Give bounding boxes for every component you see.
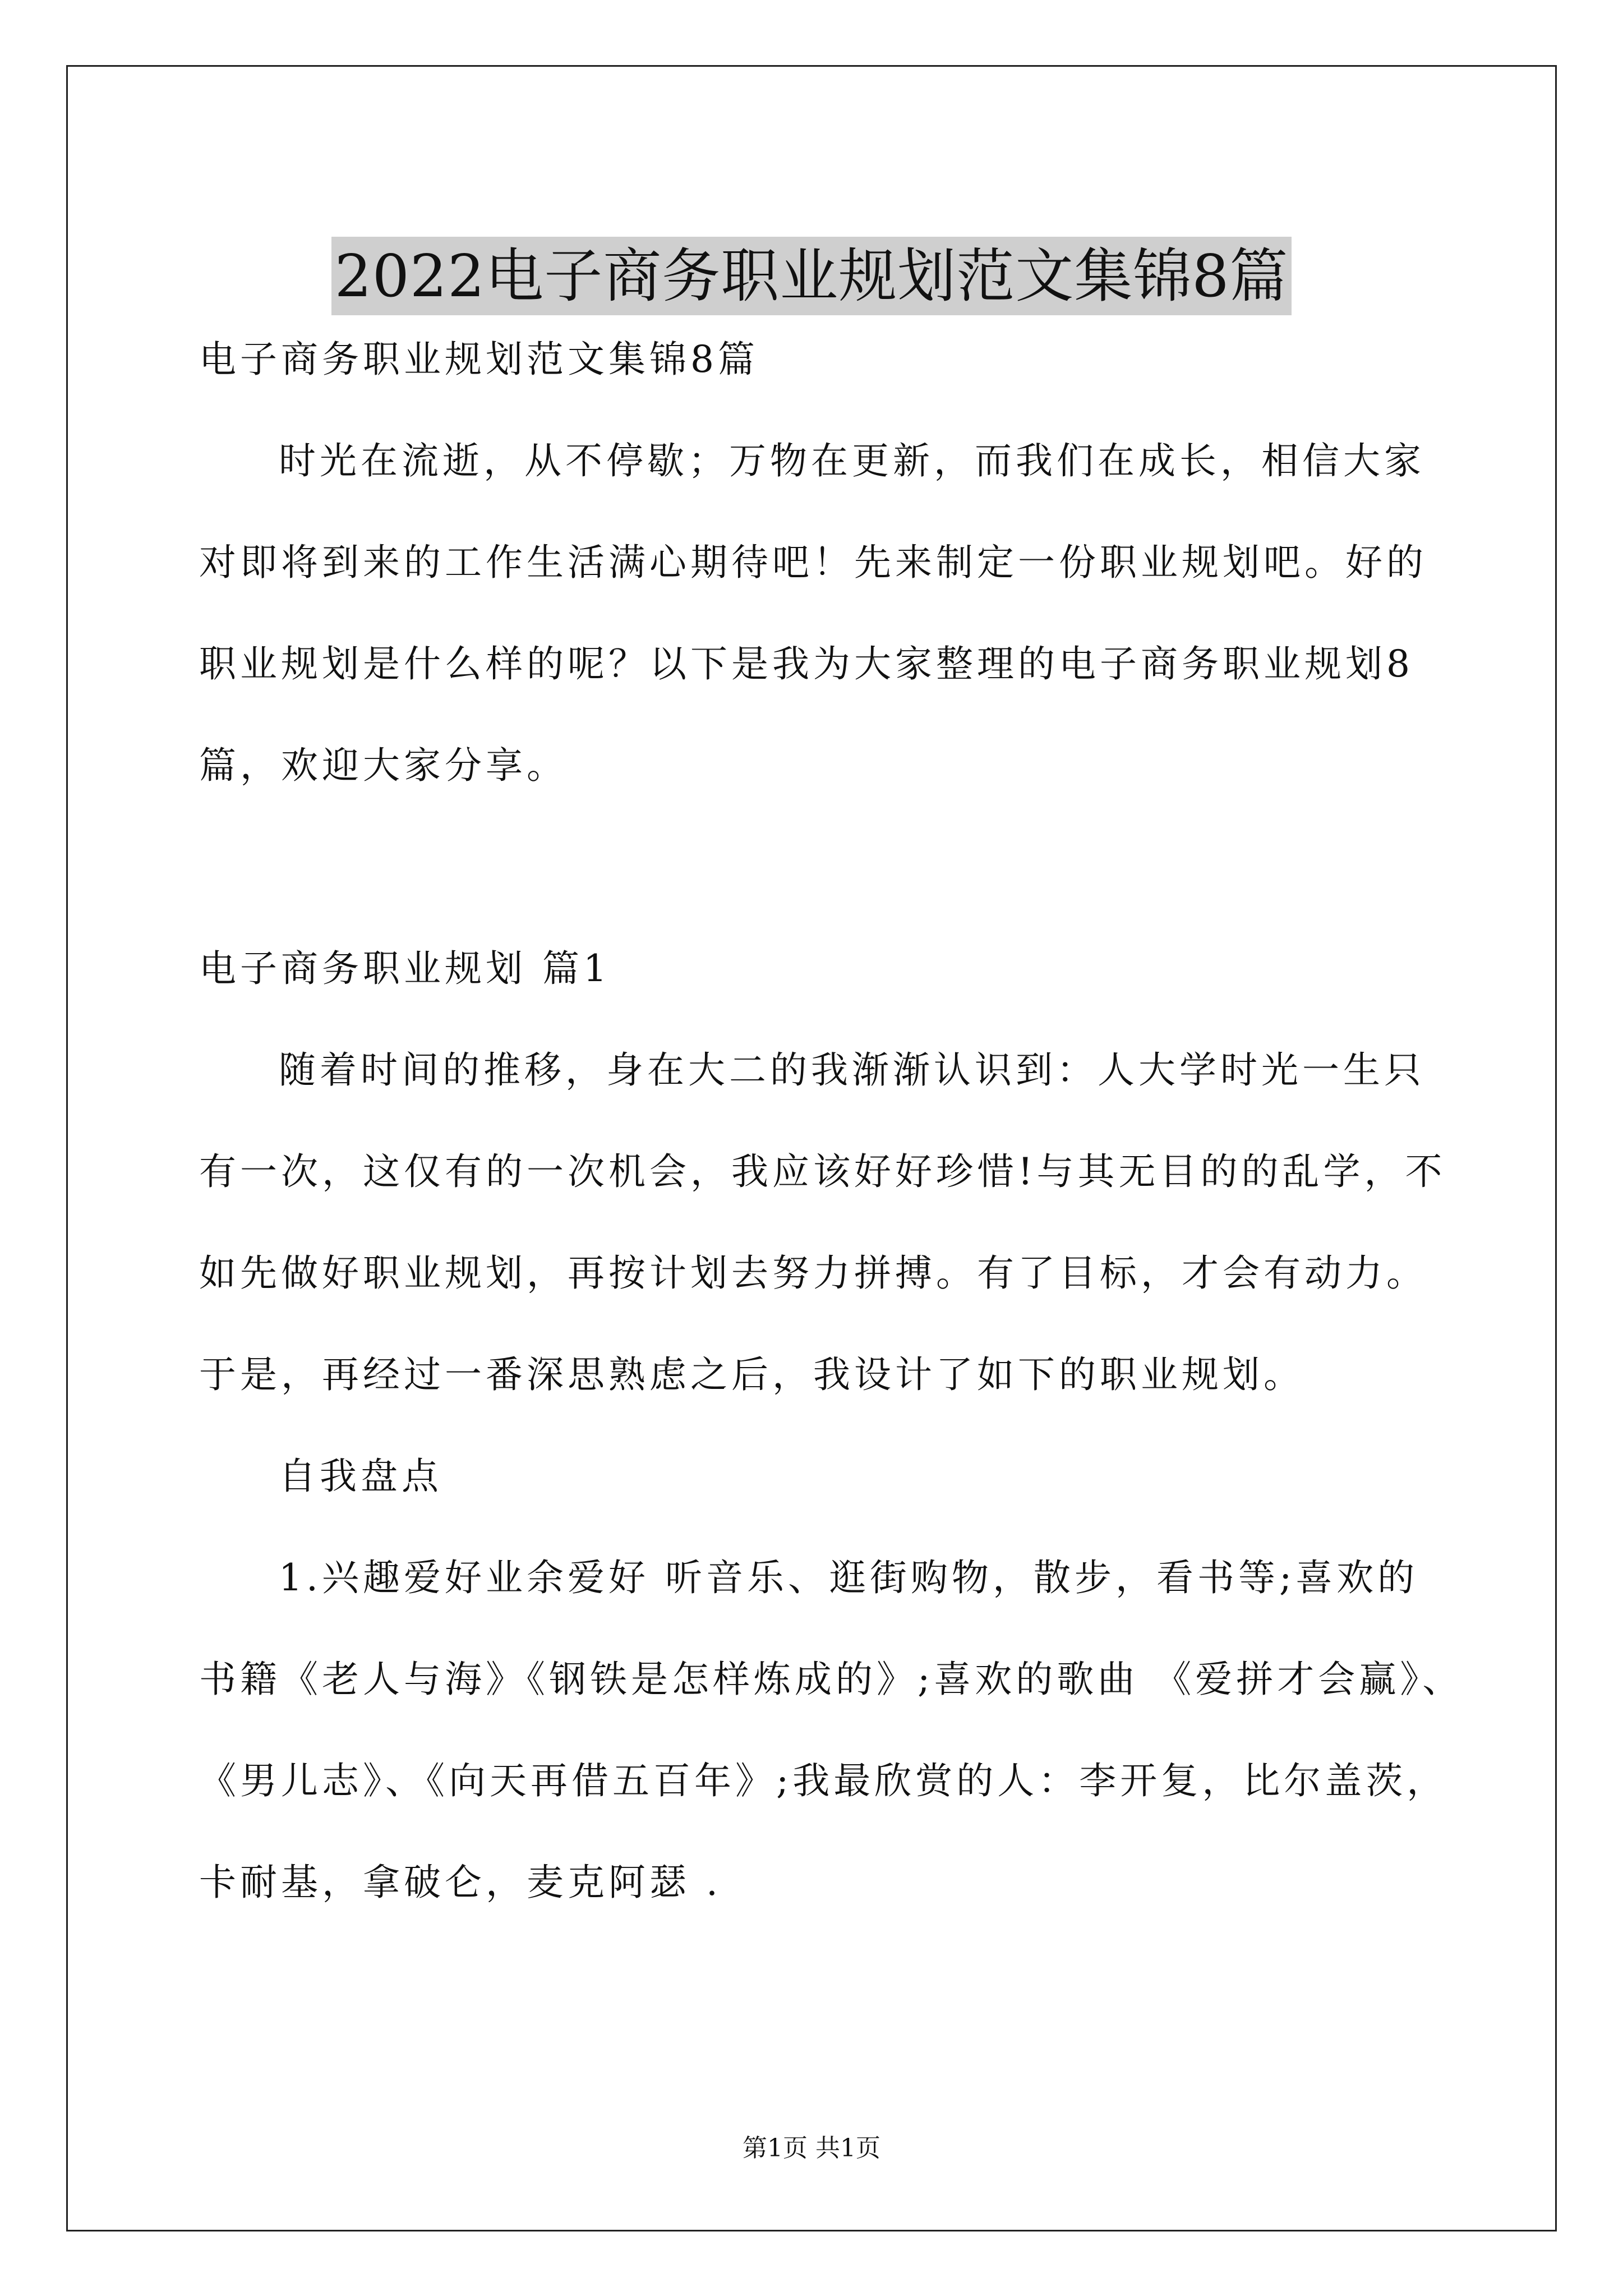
intro-line-1: 时光在流逝，从不停歇；万物在更新，而我们在成长，相信大家 [279, 439, 1425, 482]
intro-line-3: 职业规划是什么样的呢？以下是我为大家整理的电子商务职业规划8 [199, 642, 1414, 685]
section1-line-3: 如先做好职业规划，再按计划去努力拼搏。有了目标，才会有动力。 [199, 1251, 1427, 1295]
section1-line-2: 有一次，这仅有的一次机会，我应该好好珍惜!与其无目的的乱学，不 [199, 1150, 1446, 1193]
document-body [199, 309, 1467, 1933]
hobby-line-4: 卡耐基，拿破仑，麦克阿瑟 . [199, 1861, 722, 1904]
hobby-line-1: 1.兴趣爱好业余爱好 听音乐、逛街购物，散步，看书等;喜欢的 [279, 1556, 1419, 1599]
section1-line-1: 随着时间的推移，身在大二的我渐渐认识到：人大学时光一生只 [279, 1048, 1425, 1092]
document-title: 2022电子商务职业规划范文集锦8篇 [331, 237, 1292, 315]
hobby-line-2: 书籍《老人与海》《钢铁是怎样炼成的》;喜欢的歌曲 《爱拼才会赢》、 [199, 1658, 1464, 1701]
intro-line-2: 对即将到来的工作生活满心期待吧！先来制定一份职业规划吧。好的 [199, 541, 1427, 584]
section1-line-4: 于是，再经过一番深思熟虑之后，我设计了如下的职业规划。 [199, 1353, 1304, 1396]
self-review-heading: 自我盘点 [279, 1455, 442, 1498]
section1-heading: 电子商务职业规划 篇1 [199, 947, 611, 990]
intro-heading: 电子商务职业规划范文集锦8篇 [199, 338, 759, 381]
intro-line-4: 篇，欢迎大家分享。 [199, 744, 568, 787]
paragraph-gap [199, 816, 1467, 918]
page-footer: 第1页 共1页 [743, 2134, 880, 2162]
hobby-line-3: 《男儿志》、《向天再借五百年》;我最欣赏的人：李开复，比尔盖茨， [199, 1759, 1448, 1802]
